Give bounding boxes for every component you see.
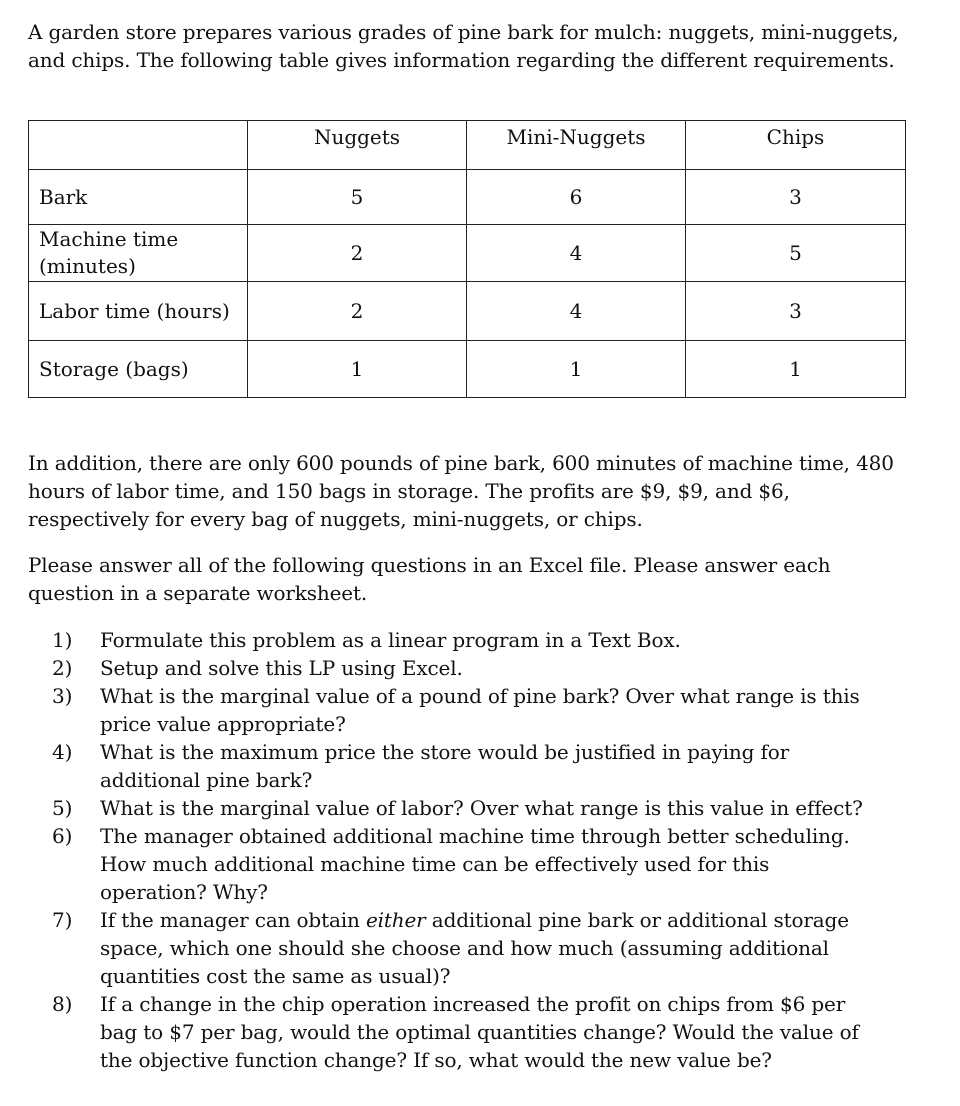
question-item [28, 738, 878, 794]
table-cell: 3 [686, 170, 906, 225]
instructions-paragraph: Please answer all of the following questions in an Excel file. Please answer each question in a separate worksheet. [28, 553, 831, 605]
table-cell: 1 [248, 341, 467, 398]
question-number: 1) [52, 628, 73, 652]
question-text: Formulate this problem as a linear program in a Text Box. [100, 628, 681, 652]
table-cell: 1 [686, 341, 906, 398]
table-cell: 5 [686, 225, 906, 282]
table-cell: 2 [248, 282, 467, 341]
table-cell: 5 [248, 170, 467, 225]
question-text: What is the maximum price the store would be justified in paying for additional pine bark? [100, 740, 790, 792]
question-number: 8) [52, 992, 73, 1016]
table-row [29, 282, 906, 341]
question-text-before: If the manager can obtain [100, 908, 366, 932]
question-text: The manager obtained additional machine time through better scheduling. How much additional machine time can be effectively used for this operation? Why? [100, 824, 850, 904]
row-label-storage: Storage (bags) [29, 341, 248, 398]
table-row [29, 341, 906, 398]
question-text: If a change in the chip operation increased the profit on chips from $6 per bag to $7 per bag, would the optimal quantities change? Would the value of the objective function change? If so, what would the new value be? [100, 992, 859, 1072]
question-number: 3) [52, 684, 73, 708]
question-number: 7) [52, 908, 73, 932]
question-item [28, 654, 878, 682]
question-item [28, 626, 878, 654]
question-number: 5) [52, 796, 73, 820]
question-item [28, 906, 878, 990]
question-list [28, 626, 878, 1074]
question-text-after: additional pine bark or additional storage space, which one should she choose and how much (assuming additional quantities cost the same as usual)? [100, 908, 849, 988]
question-number: 4) [52, 740, 73, 764]
question-number: 2) [52, 656, 73, 680]
question-text: What is the marginal value of a pound of pine bark? Over what range is this price value appropriate? [100, 684, 860, 736]
row-label-machine-time: Machine time (minutes) [29, 225, 248, 282]
table-header-row [29, 121, 906, 170]
row-label-bark: Bark [29, 170, 248, 225]
table-corner-cell [29, 121, 248, 170]
table-cell: 6 [467, 170, 686, 225]
column-header-nuggets: Nuggets [248, 121, 467, 170]
question-item [28, 682, 878, 738]
table-cell: 3 [686, 282, 906, 341]
question-emphasis: either [365, 908, 426, 932]
requirements-table [28, 120, 906, 398]
table-cell: 4 [467, 282, 686, 341]
table-cell: 4 [467, 225, 686, 282]
constraints-paragraph: In addition, there are only 600 pounds of pine bark, 600 minutes of machine time, 480 hours of labor time, and 150 bags in storage. The profits are $9, $9, and $6, respectively for every bag of nuggets, mini-nuggets, or chips. [28, 451, 894, 531]
table-row [29, 225, 906, 282]
intro-paragraph: A garden store prepares various grades of pine bark for mulch: nuggets, mini-nuggets, and chips. The following table gives information regarding the different requirements. [28, 20, 899, 72]
column-header-mini-nuggets: Mini-Nuggets [467, 121, 686, 170]
row-label-labor-time: Labor time (hours) [29, 282, 248, 341]
question-text: What is the marginal value of labor? Over what range is this value in effect? [100, 796, 863, 820]
table-row [29, 170, 906, 225]
question-item [28, 990, 878, 1074]
question-number: 6) [52, 824, 73, 848]
question-item [28, 822, 878, 906]
question-item [28, 794, 878, 822]
table-cell: 2 [248, 225, 467, 282]
table-cell: 1 [467, 341, 686, 398]
question-text: Setup and solve this LP using Excel. [100, 656, 463, 680]
column-header-chips: Chips [686, 121, 906, 170]
